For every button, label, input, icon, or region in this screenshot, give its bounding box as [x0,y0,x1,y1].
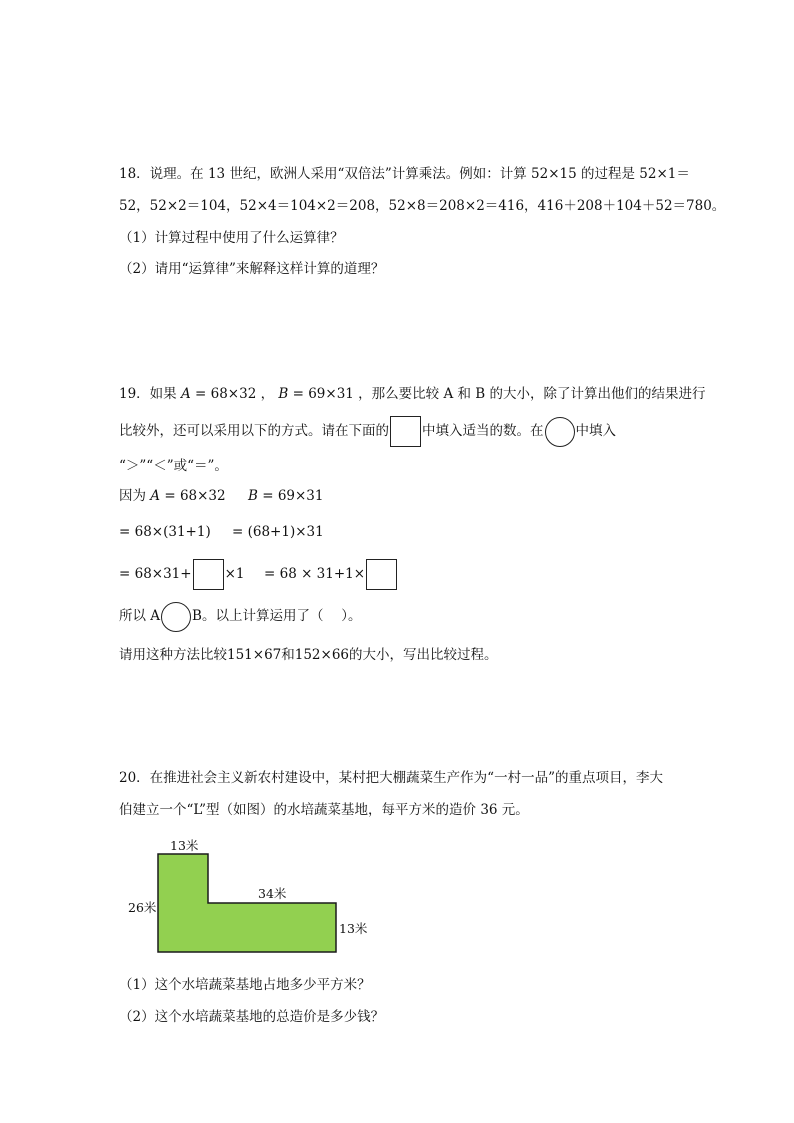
l-shape [158,854,336,952]
q19-l6b: ×1 [224,566,245,582]
answer-box-example [390,416,421,447]
q19-line8: 请用这种方法比较151×67和152×66的大小，写出比较过程。 [119,647,498,663]
q18-sub2: （2）请用“运算律”来解释这样计算的道理？ [119,261,385,277]
label-mid: 34米 [258,886,287,901]
q19-line2 [119,415,616,447]
q19-line5a: = 68×(31+1) [119,524,211,540]
q19-line5b: = (68+1)×31 [232,524,324,540]
q19-l7a: 所以 A [119,608,161,624]
q18-sub1: （1）计算过程中使用了什么运算律？ [119,230,344,246]
q19-l2b: 中填入适当的数。在 [422,423,544,439]
q19-line1 [119,384,706,404]
q19-l6a: = 68×31+ [119,566,192,582]
q20-line1: 20．在推进社会主义新农村建设中，某村把大棚蔬菜生产作为“一村一品”的重点项目，李大 [119,770,663,786]
q19-l6c: = 68 × 31+1× [264,566,366,582]
label-left: 26米 [128,900,157,915]
q19-line4-right [248,486,323,506]
q19-l2a: 比较外，还可以采用以下的方式。请在下面的 [119,423,389,439]
q20-sub1: （1）这个水培蔬菜基地占地多少平方米？ [119,977,371,993]
q18-line1: 18．说理。在 13 世纪，欧洲人采用“双倍法”计算乘法。例如：计算 52×15 的过程是 52×1＝ [119,166,690,182]
answer-circle-example [545,417,575,447]
q19-line6a [119,558,245,590]
answer-box-2[interactable] [366,559,397,590]
q19-l7b: B。以上计算运用了（ ）。 [192,608,362,624]
var-b: B [278,386,289,402]
l-shape-figure [120,838,380,962]
q19-l4b: = 68×32 [160,488,226,504]
answer-box-1[interactable] [193,559,224,590]
answer-circle[interactable] [161,602,191,632]
var-b-2: B [248,488,258,504]
q19-line3: “＞”“＜”或“＝”。 [119,458,228,474]
q19-eq-a: = 68×32 ， [190,386,279,402]
q20-sub2: （2）这个水培蔬菜基地的总造价是多少钱？ [119,1009,385,1025]
q19-eq-b: = 69×31 ，那么要比较 A 和 B 的大小，除了计算出他们的结果进行 [288,386,706,402]
q19-line7 [119,600,362,632]
var-a: A [180,386,191,402]
q19-prefix: 19．如果 [119,386,181,402]
q20-line2: 伯建立一个“L”型（如图）的水培蔬菜基地，每平方米的造价 36 元。 [119,802,529,818]
q19-line4 [119,486,226,506]
q19-l2c: 中填入 [575,423,616,439]
q19-l4c: = 69×31 [257,488,324,504]
var-a-2: A [150,488,161,504]
q19-line6b [264,558,398,590]
label-right: 13米 [339,921,368,936]
q18-line2: 52，52×2＝104，52×4＝104×2＝208，52×8＝208×2＝416，416＋208＋104＋52＝780。 [119,198,726,214]
q19-l4a: 因为 [119,488,151,504]
label-top: 13米 [170,838,199,853]
